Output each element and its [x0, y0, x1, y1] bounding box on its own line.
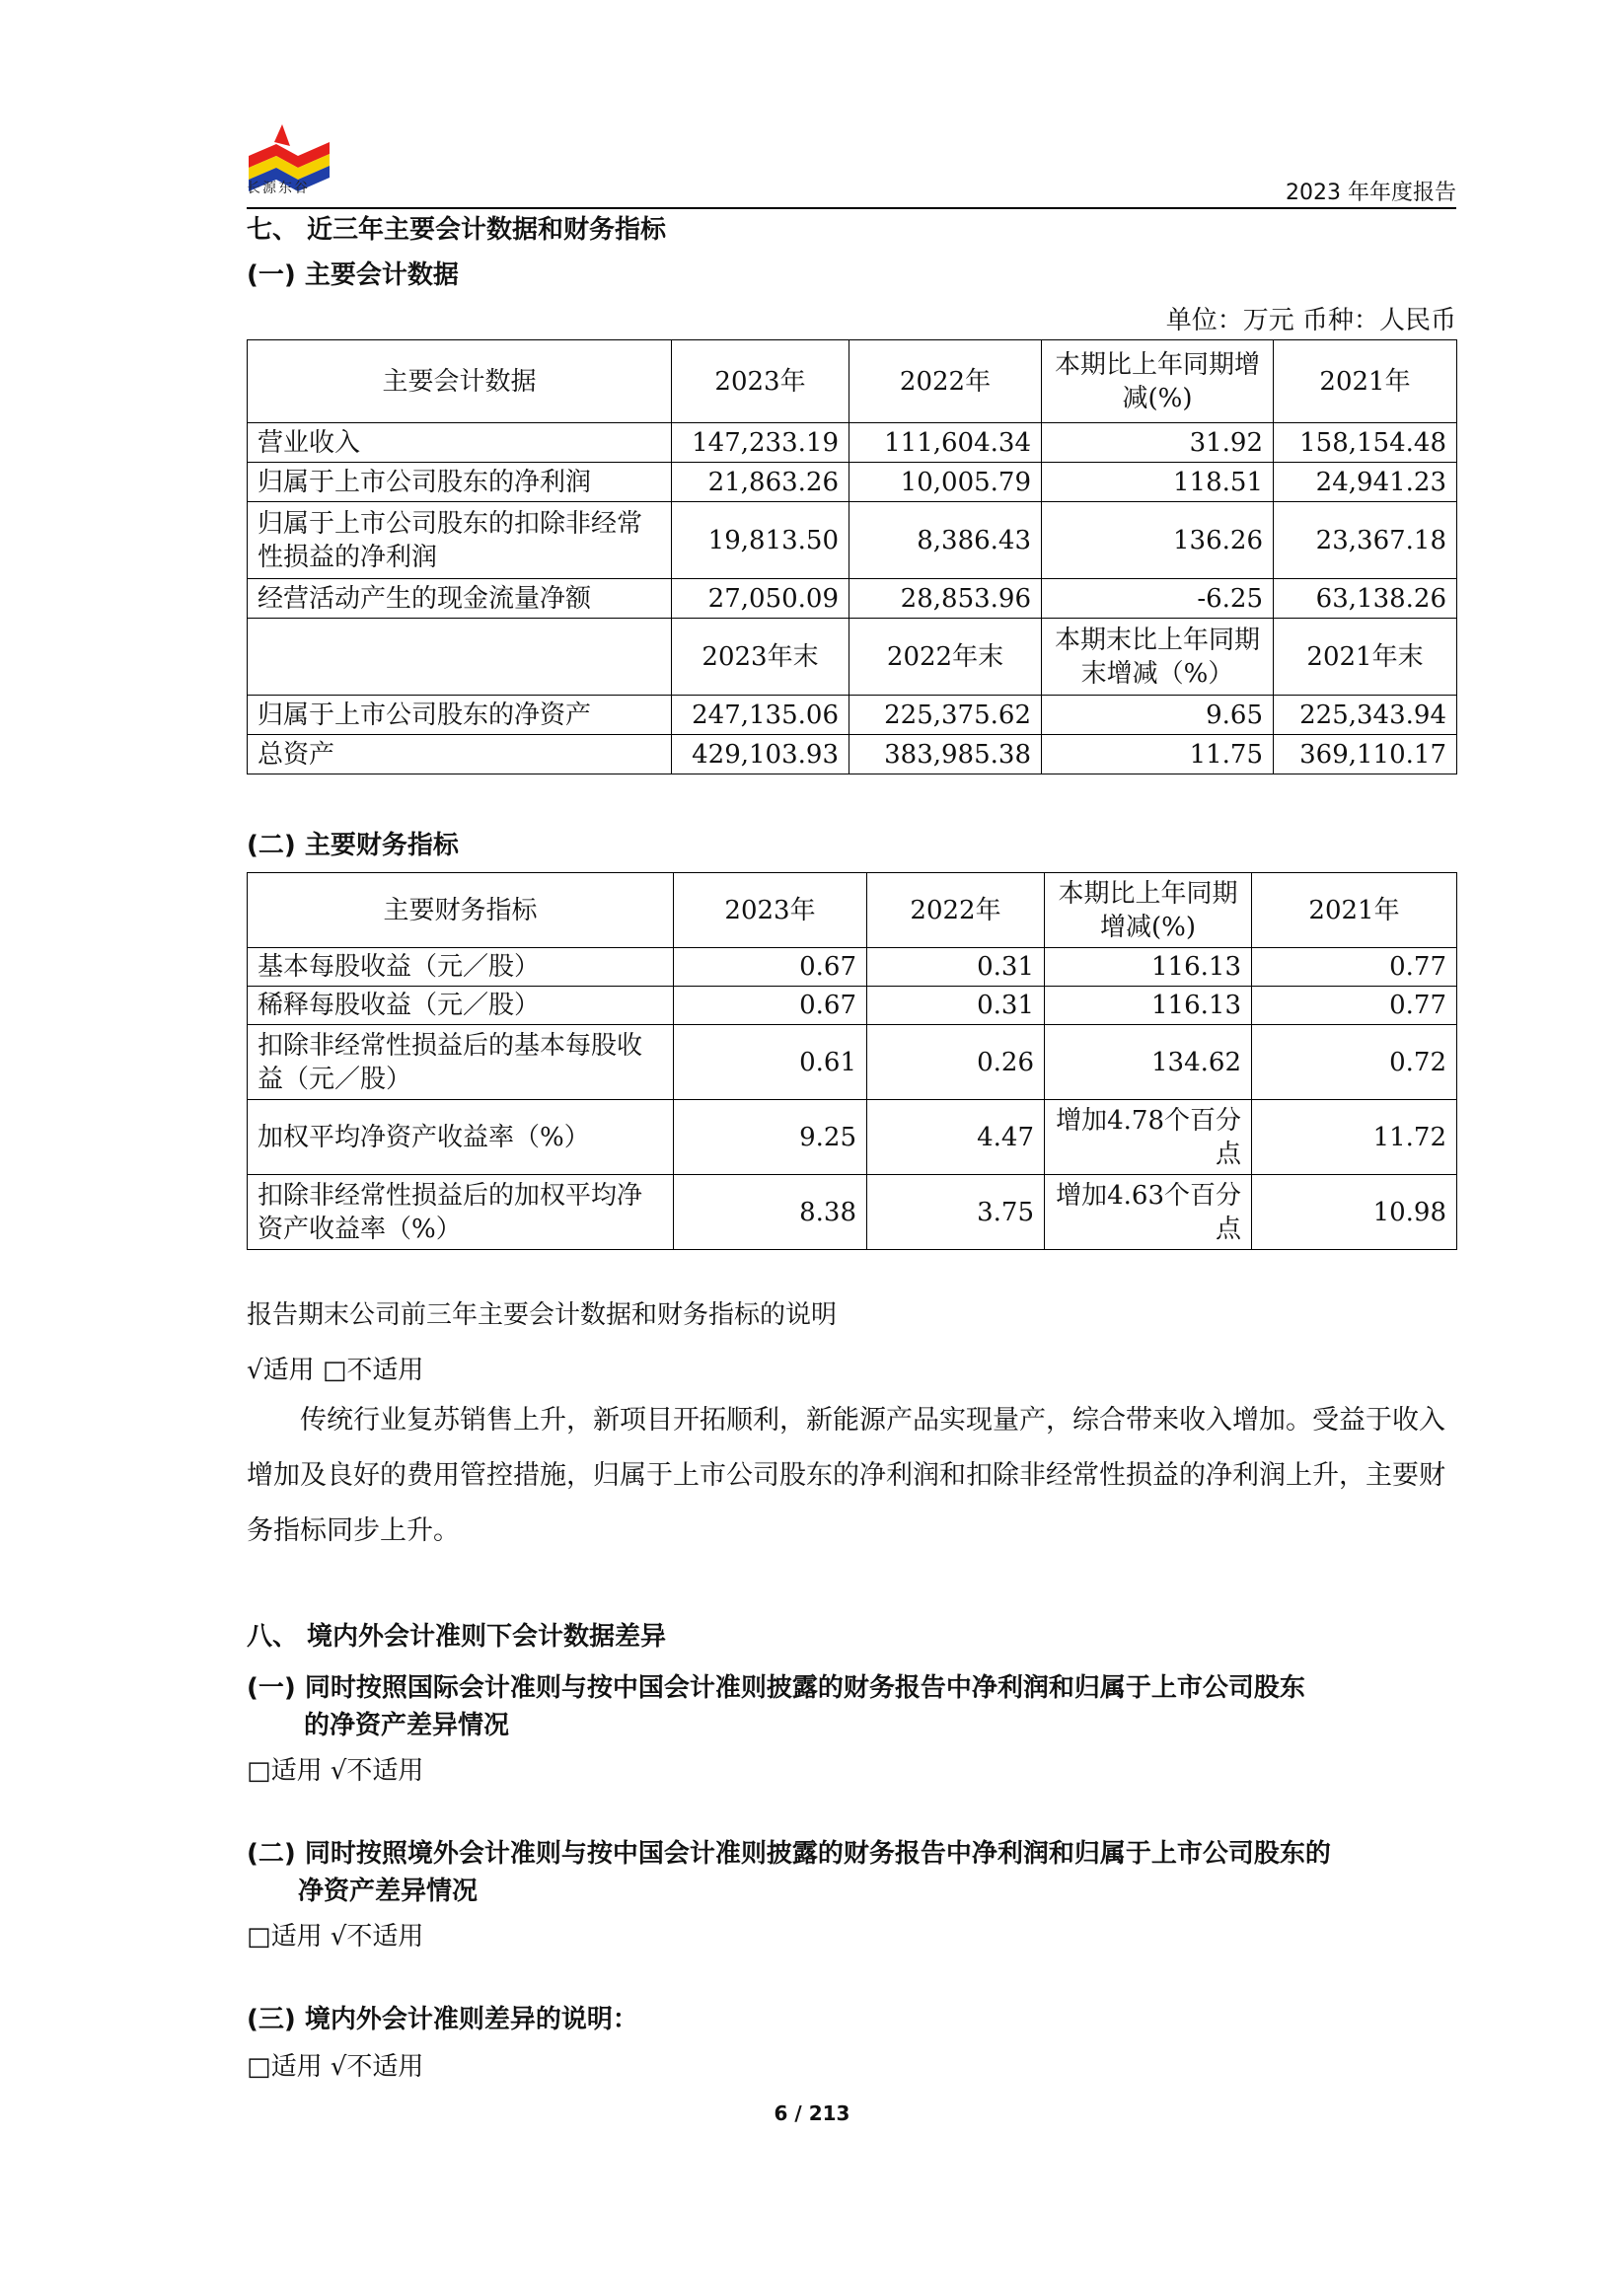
table-cell: 247,135.06	[672, 696, 849, 735]
financial-indicators-table	[247, 872, 1457, 1250]
unit-label: 单位：万元 币种：人民币	[1165, 306, 1456, 335]
note-applicability: √适用 □不适用	[247, 1356, 424, 1385]
section8-item3-title: (三) 境内外会计准则差异的说明：	[247, 2005, 638, 2034]
table-row	[248, 1175, 1457, 1250]
table-cell: 27,050.09	[672, 579, 849, 619]
row-label: 归属于上市公司股东的净资产	[248, 696, 672, 735]
header-cell: 本期比上年同期增减(%)	[1042, 340, 1274, 423]
header-cell: 主要财务指标	[248, 873, 674, 948]
section8-item2-applicability: □适用 √不适用	[247, 1922, 424, 1952]
table-cell: 19,813.50	[672, 502, 849, 579]
table-cell: 111,604.34	[849, 423, 1042, 463]
table-cell: 11.72	[1252, 1100, 1457, 1175]
header-cell: 2021年	[1274, 340, 1457, 423]
table-cell: 63,138.26	[1274, 579, 1457, 619]
table-cell: 9.25	[674, 1100, 867, 1175]
report-title: 2023 年年度报告	[1286, 181, 1456, 205]
table-cell: 28,853.96	[849, 579, 1042, 619]
table-cell: 369,110.17	[1274, 735, 1457, 774]
header-cell: 2023年	[672, 340, 849, 423]
table-cell: 0.77	[1252, 987, 1457, 1025]
table-row	[248, 1100, 1457, 1175]
table-cell: 8,386.43	[849, 502, 1042, 579]
table-cell: 10,005.79	[849, 463, 1042, 502]
table-cell: 4.47	[867, 1100, 1045, 1175]
row-label: 总资产	[248, 735, 672, 774]
table-cell: 21,863.26	[672, 463, 849, 502]
accounting-data-table	[247, 339, 1457, 774]
table-cell: 383,985.38	[849, 735, 1042, 774]
header-cell: 主要会计数据	[248, 340, 672, 423]
header-cell: 2023年	[674, 873, 867, 948]
table-cell: 0.67	[674, 948, 867, 987]
row-label: 经营活动产生的现金流量净额	[248, 579, 672, 619]
section8-item2-title-cont: 净资产差异情况	[298, 1877, 479, 1906]
table-row	[248, 423, 1457, 463]
table-cell: 3.75	[867, 1175, 1045, 1250]
header-cell: 2021年	[1252, 873, 1457, 948]
table-cell: 0.67	[674, 987, 867, 1025]
table-row	[248, 579, 1457, 619]
header-cell: 2022年	[867, 873, 1045, 948]
table-cell: 134.62	[1045, 1025, 1252, 1100]
table-header-row	[248, 619, 1457, 696]
table-header-row	[248, 340, 1457, 423]
table-cell: 225,343.94	[1274, 696, 1457, 735]
header-cell: 本期比上年同期增减(%)	[1045, 873, 1252, 948]
note-title: 报告期末公司前三年主要会计数据和财务指标的说明	[247, 1300, 838, 1330]
table-cell: 147,233.19	[672, 423, 849, 463]
table-cell: 158,154.48	[1274, 423, 1457, 463]
table-cell: 429,103.93	[672, 735, 849, 774]
header-cell: 2022年	[849, 340, 1042, 423]
table-cell: 0.77	[1252, 948, 1457, 987]
row-label: 归属于上市公司股东的扣除非经常性损益的净利润	[248, 502, 672, 579]
table-cell: 116.13	[1045, 987, 1252, 1025]
header-cell: 2021年末	[1274, 619, 1457, 696]
table-cell: 11.75	[1042, 735, 1274, 774]
section8-item1-applicability: □适用 √不适用	[247, 1756, 424, 1786]
table-cell: 9.65	[1042, 696, 1274, 735]
table-cell: 10.98	[1252, 1175, 1457, 1250]
section8-item1-title-cont: 的净资产差异情况	[304, 1711, 510, 1740]
row-label: 营业收入	[248, 423, 672, 463]
table-cell: 225,375.62	[849, 696, 1042, 735]
table-cell: 0.26	[867, 1025, 1045, 1100]
header-cell: 2023年末	[672, 619, 849, 696]
table-cell: 0.31	[867, 948, 1045, 987]
section8-item2-title: (二) 同时按照境外会计准则与按中国会计准则披露的财务报告中净利润和归属于上市公司股东的	[247, 1839, 1331, 1869]
row-label: 归属于上市公司股东的净利润	[248, 463, 672, 502]
section7-sub2-title: (二) 主要财务指标	[247, 831, 459, 860]
table-cell: 31.92	[1042, 423, 1274, 463]
page-number: 6 / 213	[774, 2101, 850, 2125]
table-cell: 116.13	[1045, 948, 1252, 987]
table-cell: 0.61	[674, 1025, 867, 1100]
row-label: 扣除非经常性损益后的加权平均净资产收益率（%）	[248, 1175, 674, 1250]
table-cell: 0.31	[867, 987, 1045, 1025]
table-row	[248, 1025, 1457, 1100]
table-cell: 0.72	[1252, 1025, 1457, 1100]
table-cell: 136.26	[1042, 502, 1274, 579]
table-row	[248, 987, 1457, 1025]
row-label: 稀释每股收益（元／股）	[248, 987, 674, 1025]
note-paragraph: 传统行业复苏销售上升，新项目开拓顺利，新能源产品实现量产，综合带来收入增加。受益于收入增加及良好的费用管控措施，归属于上市公司股东的净利润和扣除非经常性损益的净利润上升，主要财务指标同步上升。	[247, 1405, 1445, 1546]
table-cell: 118.51	[1042, 463, 1274, 502]
table-cell: 增加4.78个百分点	[1045, 1100, 1252, 1175]
header-cell	[248, 619, 672, 696]
section7-title: 七、 近三年主要会计数据和财务指标	[247, 215, 667, 245]
table-row	[248, 463, 1457, 502]
table-cell: -6.25	[1042, 579, 1274, 619]
section7-sub1-title: (一) 主要会计数据	[247, 260, 459, 290]
table-row	[248, 696, 1457, 735]
header-cell: 2022年末	[849, 619, 1042, 696]
header-cell: 本期末比上年同期末增减（%）	[1042, 619, 1274, 696]
row-label: 基本每股收益（元／股）	[248, 948, 674, 987]
section8-title: 八、 境内外会计准则下会计数据差异	[247, 1622, 667, 1652]
table-cell: 增加4.63个百分点	[1045, 1175, 1252, 1250]
row-label: 加权平均净资产收益率（%）	[248, 1100, 674, 1175]
section8-item3-applicability: □适用 √不适用	[247, 2052, 424, 2082]
logo-text: 长源东谷	[247, 181, 310, 196]
table-header-row	[248, 873, 1457, 948]
table-row	[248, 948, 1457, 987]
section8-item1-title: (一) 同时按照国际会计准则与按中国会计准则披露的财务报告中净利润和归属于上市公司股东	[247, 1673, 1305, 1703]
table-row	[248, 502, 1457, 579]
table-cell: 23,367.18	[1274, 502, 1457, 579]
row-label: 扣除非经常性损益后的基本每股收益（元／股）	[248, 1025, 674, 1100]
table-cell: 24,941.23	[1274, 463, 1457, 502]
table-cell: 8.38	[674, 1175, 867, 1250]
table-row	[248, 735, 1457, 774]
